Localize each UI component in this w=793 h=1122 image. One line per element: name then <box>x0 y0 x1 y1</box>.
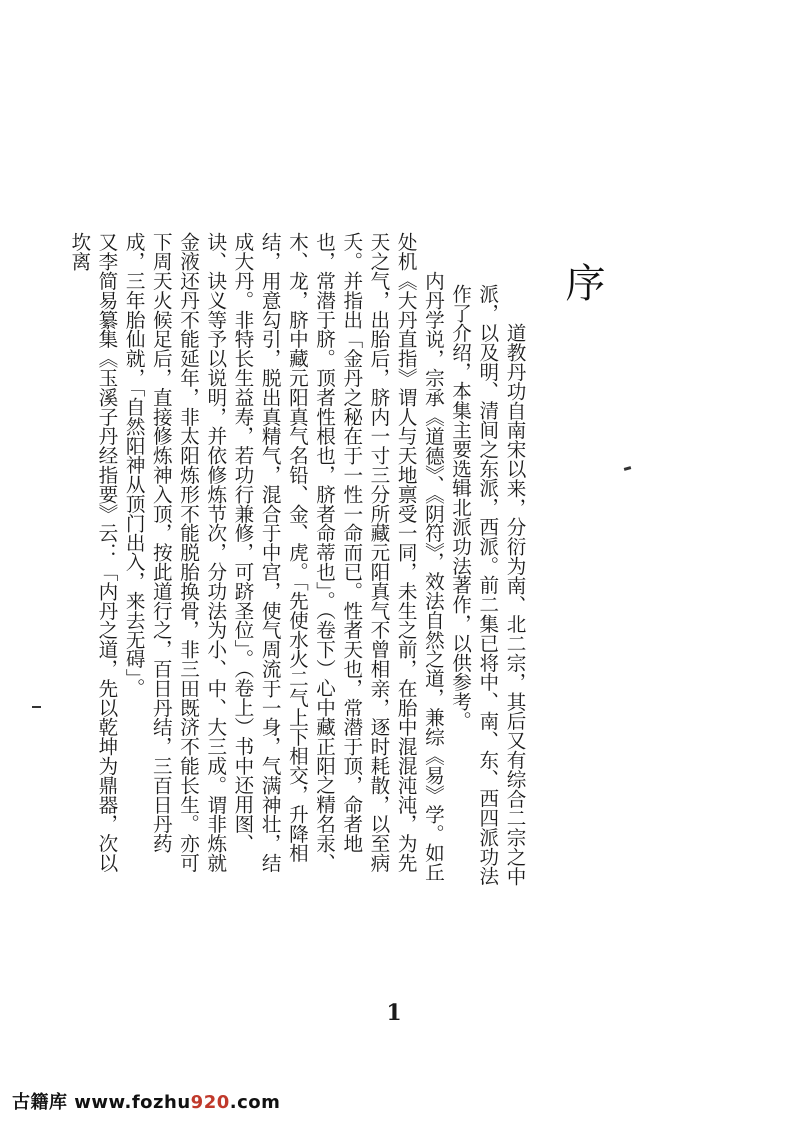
site-url[interactable] <box>74 1092 280 1113</box>
site-name: 古籍库 <box>12 1092 68 1113</box>
url-accent: 920 <box>190 1092 230 1113</box>
ink-speck <box>624 466 632 471</box>
url-prefix: www.fozhu <box>74 1092 191 1113</box>
paragraph-neidan-theory: 内丹学说，宗承《道德》、《阴符》，效法自然之道，兼综《易》学。如丘处机《大丹直指》谓人与天地禀受一同，未生之前，在胎中混混沌沌，为先天之气，出胎后，脐内一寸三分所藏元阳真气不曾相亲，逐时耗散，以至病夭。并指出「金丹之秘在于一性一命而已。性者天也，常潜于顶，命者地也，常潜于脐。顶者性根也，脐者命蒂也」。（卷下）心中藏正阳之精名汞、木、龙，脐中藏元阳真气名铅、金、虎。「先使水火二气上下相交，升降相结，用意勾引，脱出真精气，混合于中宫，使气周流于一身，气满神壮，结成大丹。非特长生益寿，若功行兼修，可跻圣位」。（卷上）书中还用图、诀、诀义等予以说明，并依修炼节次，分功法为小、中、大三成。谓非炼就金液还丹不能延年，非太阳炼形不能脱胎换骨，非三田既济不能长生。亦可下周天火候足后，直接修炼神入顶，按此道行之，百日丹结，三百日丹药成，三年胎仙就，「自然阳神从顶门出入，来去无碍」。 <box>122 232 445 882</box>
page-title: 序 <box>559 262 605 302</box>
ink-dash <box>32 706 41 708</box>
url-suffix: .com <box>229 1092 281 1113</box>
vertical-body-text <box>67 232 528 888</box>
paragraph-intro: 道教丹功自南宋以来，分衍为南、北二宗，其后又有综合二宗之中派，以及明、清间之东派，西派。前二集已将中、南、东、西四派功法作了介绍，本集主要选辑北派功法著作，以供参考。 <box>448 284 526 886</box>
page-number: 1 <box>386 1000 402 1026</box>
paragraph-li-jianyi: 又李简易纂集《玉溪子丹经指要》云：「内丹之道，先以乾坤为鼎器，次以坎离 <box>67 232 118 873</box>
watermark-footer <box>12 1088 280 1114</box>
